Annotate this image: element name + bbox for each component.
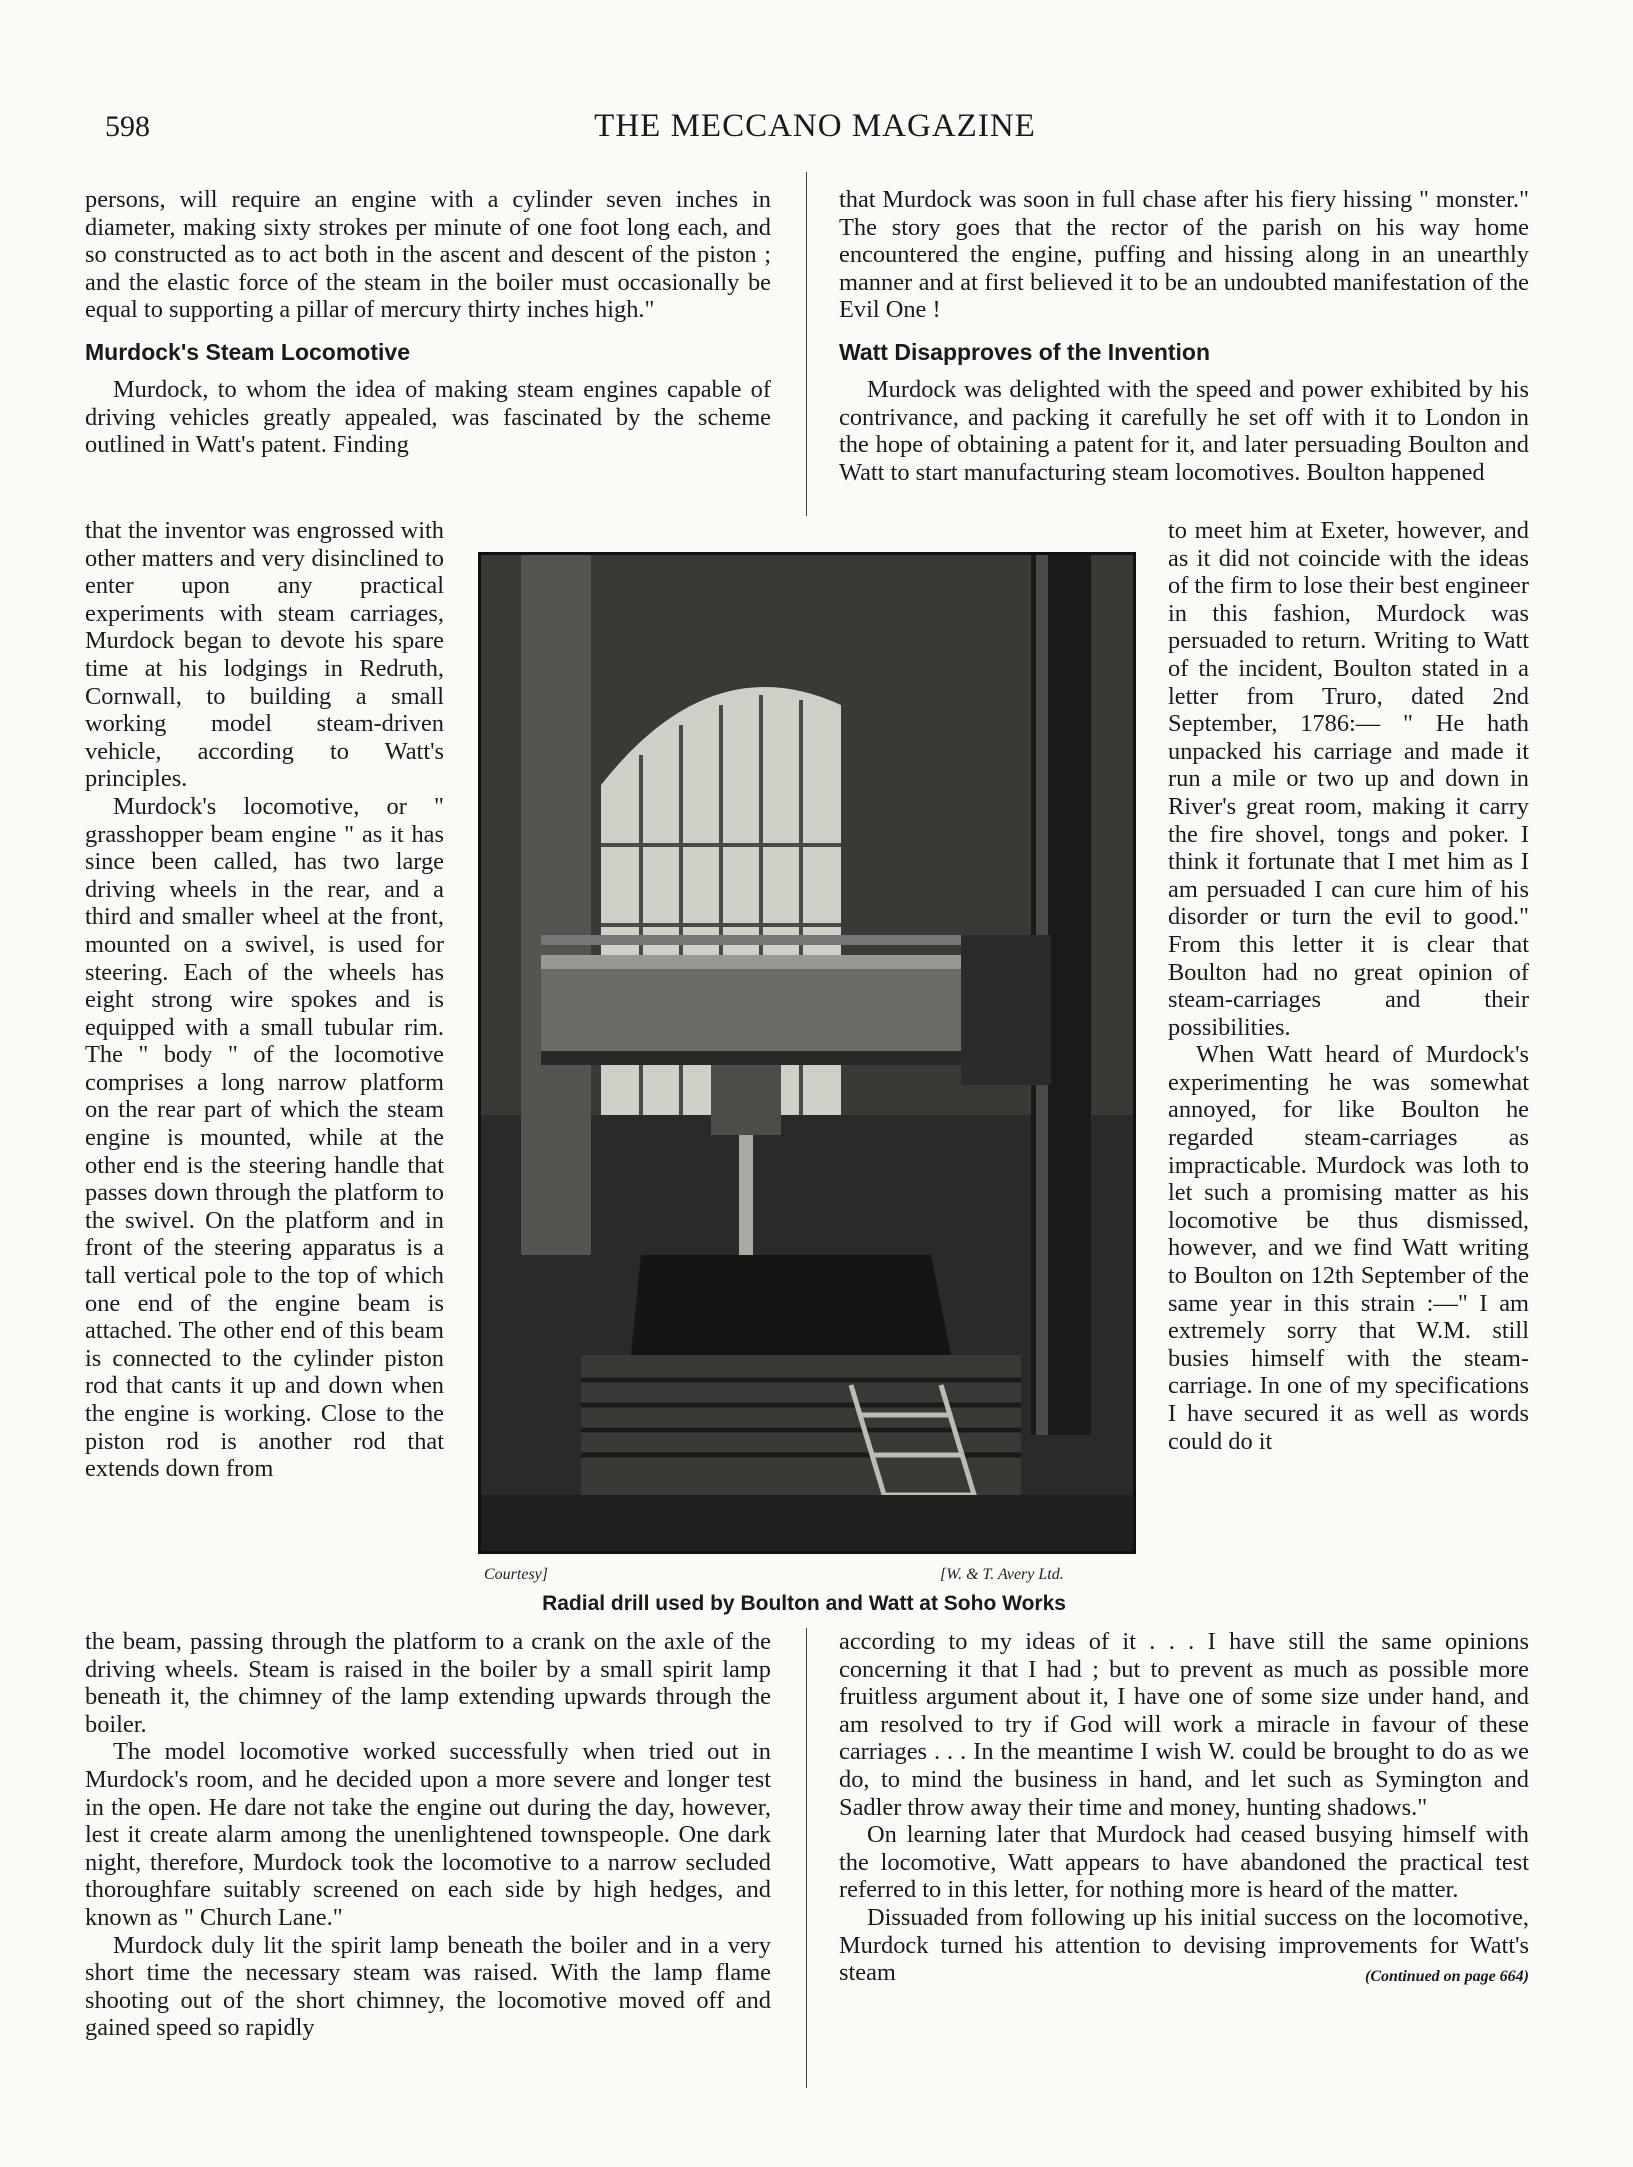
right-paragraph-0: that Murdock was soon in full chase after his fiery hissing " monster." The story goes that the rector of the parish on his way home encountered the engine, puffing and hissing along in an unearthly manner and at first believed it to be an undoubted manifestation of the Evil One ! bbox=[839, 186, 1529, 324]
photo-credit-courtesy: Courtesy] bbox=[484, 1566, 548, 1583]
heading-murdocks-steam-locomotive: Murdock's Steam Locomotive bbox=[85, 338, 410, 365]
continued-note: (Continued on page 664) bbox=[1364, 1968, 1529, 1986]
left-paragraph-0: persons, will require an engine with a cylinder seven inches in diameter, making sixty strokes per minute of one foot long each, and so constructed as to act both in the ascent and descent of the piston ; and the elastic force of the steam in the boiler must occasionally be equal to supporting a pillar of mercury thirty inches high." bbox=[85, 186, 771, 324]
right-paragraph-1: Murdock was delighted with the speed and power exhibited by his contrivance, and packing it carefully he set off with it to London in the hope of obtaining a patent for it, and later persuading Boulton and Watt to start manufacturing steam locomotives. Boulton happened bbox=[839, 375, 1529, 486]
left-column-top bbox=[85, 186, 771, 459]
left-paragraph-2: Murdock's locomotive, or " grasshopper beam engine " as it has since been called, has two large driving wheels in the rear, and a third and smaller wheel at the front, mounted on a swivel, is used for steering. Each of the wheels has eight strong wire spokes and is equipped with a small tubular rim. The " body " of the locomotive comprises a long narrow platform on the rear part of which the steam engine is mounted, while at the other end is the steering handle that passes down through the platform to the swivel. On the platform and in front of the steering apparatus is a tall vertical pole to the top of which one end of the engine beam is attached. The other end of this beam is connected to the cylinder piston rod that cants it up and down when the engine is working. Close to the piston rod is another rod that extends down from bbox=[85, 792, 444, 1483]
column-rule-bottom bbox=[806, 1628, 807, 2088]
right-paragraph-2c: according to my ideas of it . . . I have still the same opinions concerning it that I had ; but to prevent as much as possible more fruitless argument about it, I have one of some size under hand, and am resolved to try if God will work a miracle in favour of these carriages . . . In the meantime I wish W. could be brought to do as we do, to mind the business in hand, and let such as Symington and Sadler throw away their time and money, hunting shadows." bbox=[839, 1628, 1529, 1821]
left-column-narrow bbox=[85, 517, 444, 1483]
right-paragraph-3: On learning later that Murdock had ceased busying himself with the locomotive, Watt appears to have abandoned the practical test referred to in this letter, for nothing more is heard of the matter. bbox=[839, 1821, 1529, 1904]
right-column-top bbox=[839, 186, 1529, 486]
radial-drill-illustration bbox=[481, 555, 1133, 1551]
left-paragraph-1: Murdock, to whom the idea of making steam engines capable of driving vehicles greatly appealed, was fascinated by the scheme outlined in Watt's patent. Finding bbox=[85, 375, 771, 459]
column-rule-top bbox=[806, 172, 807, 516]
radial-drill-photograph bbox=[478, 552, 1136, 1554]
right-paragraph-4 bbox=[839, 1904, 1529, 1987]
photo-credit-source: [W. & T. Avery Ltd. bbox=[940, 1566, 1064, 1583]
right-column-bottom bbox=[839, 1628, 1529, 1991]
heading-watt-disapproves: Watt Disapproves of the Invention bbox=[839, 338, 1211, 365]
left-column-bottom bbox=[85, 1628, 771, 2042]
right-column-narrow bbox=[1168, 517, 1529, 1455]
left-paragraph-2c: the beam, passing through the platform to a crank on the axle of the driving wheels. Steam is raised in the boiler by a small spirit lamp beneath it, the chimney of the lamp extending upwards through the boiler. bbox=[85, 1628, 771, 1738]
figure-caption: Radial drill used by Boulton and Watt at Soho Works bbox=[542, 1592, 1066, 1615]
page-number: 598 bbox=[105, 110, 150, 143]
magazine-title: THE MECCANO MAGAZINE bbox=[594, 108, 1036, 144]
page-header bbox=[85, 108, 1545, 158]
left-paragraph-1b: that the inventor was engrossed with other matters and very disinclined to enter upon any practical experiments with steam carriages, Murdock began to devote his spare time at his lodgings in Redruth, Cornwall, to building a small working model steam-driven vehicle, according to Watt's principles. bbox=[85, 517, 444, 793]
left-paragraph-4: Murdock duly lit the spirit lamp beneath the boiler and in a very short time the necessary steam was raised. With the lamp flame shooting out of the short chimney, the locomotive moved off and gained speed so rapidly bbox=[85, 1931, 771, 2042]
left-paragraph-3: The model locomotive worked successfully when tried out in Murdock's room, and he decided upon a more severe and longer test in the open. He dare not take the engine out during the day, however, lest it create alarm among the unenlightened townspeople. One dark night, therefore, Murdock took the locomotive to a narrow secluded thoroughfare suitably screened on each side by high hedges, and known as " Church Lane." bbox=[85, 1738, 771, 1931]
right-paragraph-1b: to meet him at Exeter, however, and as it did not coincide with the ideas of the firm to lose their best engineer in this fashion, Murdock was persuaded to return. Writing to Watt of the incident, Boulton stated in a letter from Truro, dated 2nd September, 1786:— " He hath unpacked his carriage and made it run a mile or two up and down in River's great room, making it carry the fire shovel, tongs and poker. I think it fortunate that I met him as I am persuaded I can cure him of his disorder or turn the evil to good." From this letter it is clear that Boulton had no great opinion of steam-carriages and their possibilities. bbox=[1168, 517, 1530, 1041]
right-paragraph-2: When Watt heard of Murdock's experimenting he was somewhat annoyed, for like Boulton he regarded steam-carriages as impracticable. Murdock was loth to let such a promising matter as his locomotive be thus dismissed, however, and we find Watt writing to Boulton on 12th September of the same year in this strain :—" I am extremely sorry that W.M. still busies himself with the steam-carriage. In one of my specifications I have secured it as well as words could do it bbox=[1168, 1041, 1529, 1455]
right-paragraph-4-text: Dissuaded from following up his initial success on the locomotive, Murdock turned his attention to devising improvements for Watt's steam bbox=[839, 1903, 1529, 1987]
